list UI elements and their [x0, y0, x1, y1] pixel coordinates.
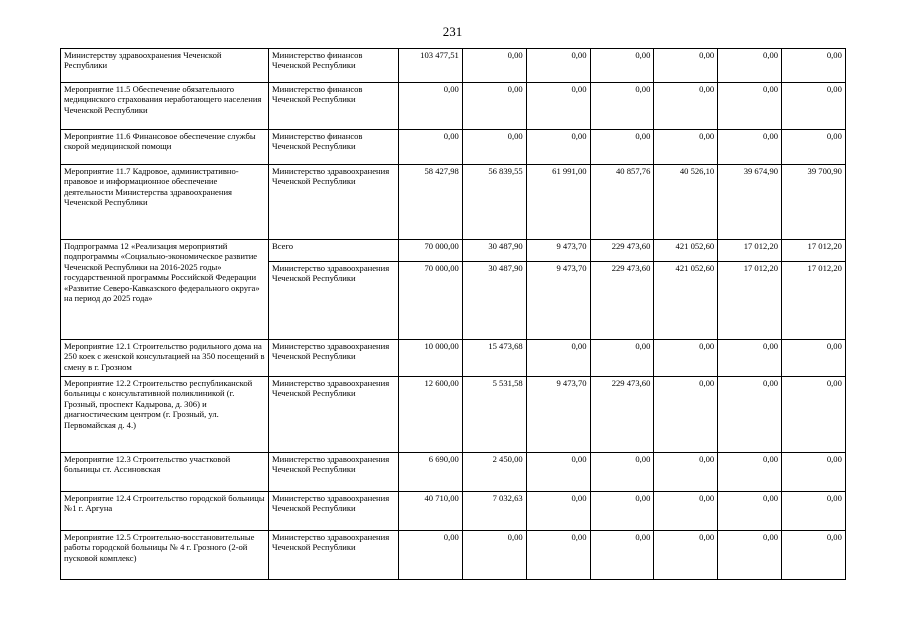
- funding-value-cell: 0,00: [590, 49, 654, 83]
- funding-value-cell: 39 700,90: [782, 165, 846, 240]
- funding-value-cell: 421 052,60: [654, 240, 718, 262]
- executor-cell: Всего: [269, 240, 399, 262]
- funding-value-cell: 17 012,20: [782, 240, 846, 262]
- funding-value-cell: 229 473,60: [590, 240, 654, 262]
- funding-value-cell: 40 710,00: [399, 492, 463, 531]
- funding-value-cell: 0,00: [718, 49, 782, 83]
- funding-value-cell: 0,00: [526, 83, 590, 130]
- table-row: [61, 492, 846, 531]
- table-row: [61, 165, 846, 240]
- funding-value-cell: 0,00: [654, 49, 718, 83]
- budget-table: [60, 48, 846, 580]
- funding-value-cell: 0,00: [718, 453, 782, 492]
- table-row: [61, 453, 846, 492]
- funding-value-cell: 40 526,10: [654, 165, 718, 240]
- funding-value-cell: 0,00: [718, 83, 782, 130]
- funding-value-cell: 70 000,00: [399, 262, 463, 340]
- funding-value-cell: 0,00: [590, 83, 654, 130]
- program-name-cell: Подпрограмма 12 «Реализация мероприятий подпрограммы «Социально-экономическое развитие Чеченской Республики на 2016-2025 годы» государственной программы Российской Федерации «Развитие Северо-Кавказского федерального округа» на период до 2025 года»: [61, 240, 269, 340]
- funding-value-cell: 0,00: [526, 453, 590, 492]
- funding-value-cell: 70 000,00: [399, 240, 463, 262]
- funding-value-cell: 17 012,20: [718, 240, 782, 262]
- funding-value-cell: 229 473,60: [590, 377, 654, 453]
- funding-value-cell: 30 487,90: [462, 262, 526, 340]
- funding-value-cell: 0,00: [590, 492, 654, 531]
- funding-value-cell: 0,00: [782, 492, 846, 531]
- executor-cell: Министерство финансов Чеченской Республики: [269, 130, 399, 165]
- funding-value-cell: 103 477,51: [399, 49, 463, 83]
- funding-value-cell: 0,00: [526, 49, 590, 83]
- funding-value-cell: 15 473,68: [462, 340, 526, 377]
- funding-value-cell: 0,00: [782, 83, 846, 130]
- program-name-cell: Мероприятие 12.4 Строительство городской больницы №1 г. Аргуна: [61, 492, 269, 531]
- funding-value-cell: 0,00: [462, 83, 526, 130]
- funding-value-cell: 0,00: [782, 453, 846, 492]
- funding-value-cell: 0,00: [718, 130, 782, 165]
- program-name-cell: Мероприятие 11.5 Обеспечение обязательного медицинского страхования неработающего населения Чеченской Республики: [61, 83, 269, 130]
- table-row: [61, 83, 846, 130]
- table-row: [61, 49, 846, 83]
- table-row: [61, 240, 846, 262]
- funding-value-cell: 0,00: [526, 130, 590, 165]
- funding-value-cell: 0,00: [399, 531, 463, 580]
- funding-value-cell: 229 473,60: [590, 262, 654, 340]
- executor-cell: Министерство здравоохранения Чеченской Республики: [269, 453, 399, 492]
- funding-value-cell: 0,00: [462, 531, 526, 580]
- executor-cell: Министерство здравоохранения Чеченской Республики: [269, 262, 399, 340]
- program-name-cell: Мероприятие 12.1 Строительство родильного дома на 250 коек с женской консультацией на 350 посещений в смену в г. Грозном: [61, 340, 269, 377]
- funding-value-cell: 0,00: [654, 453, 718, 492]
- page-number: 231: [442, 24, 463, 39]
- funding-value-cell: 0,00: [654, 377, 718, 453]
- program-name-cell: Мероприятие 12.2 Строительство республиканской больницы с консультативной поликлиникой (г. Грозный, проспект Кадырова, д. 306) и диагностическим центром (г. Грозный, ул. Первомайская д. 4.): [61, 377, 269, 453]
- funding-value-cell: 5 531,58: [462, 377, 526, 453]
- funding-value-cell: 0,00: [462, 130, 526, 165]
- funding-value-cell: 0,00: [782, 49, 846, 83]
- funding-value-cell: 0,00: [654, 531, 718, 580]
- program-name-cell: Мероприятие 12.5 Строительно-восстановительные работы городской больницы № 4 г. Грозного (2-ой пусковой комплекс): [61, 531, 269, 580]
- funding-value-cell: 2 450,00: [462, 453, 526, 492]
- funding-value-cell: 30 487,90: [462, 240, 526, 262]
- program-name-cell: Мероприятие 12.3 Строительство участковой больницы ст. Ассиновская: [61, 453, 269, 492]
- table-body: [61, 49, 846, 580]
- funding-value-cell: 0,00: [782, 340, 846, 377]
- funding-value-cell: 39 674,90: [718, 165, 782, 240]
- funding-value-cell: 0,00: [654, 492, 718, 531]
- funding-value-cell: 0,00: [718, 340, 782, 377]
- funding-value-cell: 61 991,00: [526, 165, 590, 240]
- funding-value-cell: 9 473,70: [526, 240, 590, 262]
- table-row: [61, 377, 846, 453]
- funding-value-cell: 0,00: [782, 531, 846, 580]
- executor-cell: Министерство здравоохранения Чеченской Республики: [269, 165, 399, 240]
- funding-value-cell: 9 473,70: [526, 377, 590, 453]
- funding-value-cell: 9 473,70: [526, 262, 590, 340]
- funding-value-cell: 0,00: [654, 130, 718, 165]
- funding-value-cell: 0,00: [718, 492, 782, 531]
- funding-value-cell: 0,00: [782, 130, 846, 165]
- funding-value-cell: 0,00: [654, 340, 718, 377]
- funding-value-cell: 0,00: [526, 531, 590, 580]
- funding-value-cell: 12 600,00: [399, 377, 463, 453]
- table-row: [61, 130, 846, 165]
- executor-cell: Министерство финансов Чеченской Республики: [269, 83, 399, 130]
- funding-value-cell: 0,00: [718, 531, 782, 580]
- executor-cell: Министерство здравоохранения Чеченской Республики: [269, 531, 399, 580]
- funding-value-cell: 0,00: [590, 340, 654, 377]
- funding-value-cell: 17 012,20: [782, 262, 846, 340]
- table-row: [61, 340, 846, 377]
- funding-value-cell: 0,00: [526, 492, 590, 531]
- funding-value-cell: 56 839,55: [462, 165, 526, 240]
- funding-value-cell: 0,00: [590, 130, 654, 165]
- executor-cell: Министерство финансов Чеченской Республики: [269, 49, 399, 83]
- funding-value-cell: 0,00: [590, 453, 654, 492]
- funding-value-cell: 17 012,20: [718, 262, 782, 340]
- funding-value-cell: 58 427,98: [399, 165, 463, 240]
- executor-cell: Министерство здравоохранения Чеченской Республики: [269, 377, 399, 453]
- funding-value-cell: 0,00: [526, 340, 590, 377]
- funding-value-cell: 421 052,60: [654, 262, 718, 340]
- table-row: [61, 531, 846, 580]
- funding-value-cell: 10 000,00: [399, 340, 463, 377]
- executor-cell: Министерство здравоохранения Чеченской Республики: [269, 492, 399, 531]
- program-name-cell: Мероприятие 11.6 Финансовое обеспечение службы скорой медицинской помощи: [61, 130, 269, 165]
- funding-value-cell: 7 032,63: [462, 492, 526, 531]
- funding-value-cell: 6 690,00: [399, 453, 463, 492]
- executor-cell: Министерство здравоохранения Чеченской Республики: [269, 340, 399, 377]
- funding-value-cell: 0,00: [654, 83, 718, 130]
- funding-value-cell: 40 857,76: [590, 165, 654, 240]
- funding-value-cell: 0,00: [399, 83, 463, 130]
- program-name-cell: Мероприятие 11.7 Кадровое, административно-правовое и информационное обеспечение деятельности Министерства здравоохранения Чеченской Республики: [61, 165, 269, 240]
- program-name-cell: Министерству здравоохранения Чеченской Республики: [61, 49, 269, 83]
- funding-value-cell: 0,00: [590, 531, 654, 580]
- funding-value-cell: 0,00: [462, 49, 526, 83]
- funding-value-cell: 0,00: [399, 130, 463, 165]
- funding-value-cell: 0,00: [782, 377, 846, 453]
- funding-value-cell: 0,00: [718, 377, 782, 453]
